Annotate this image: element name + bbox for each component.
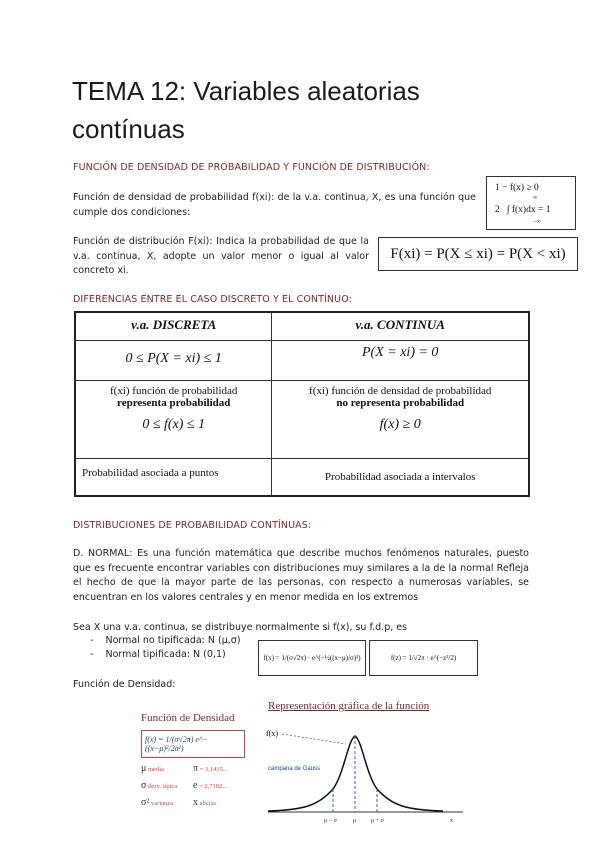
conditions-box	[486, 176, 576, 230]
discrete-function-cell	[75, 380, 272, 458]
comparison-table	[74, 311, 530, 497]
header-continuous: v.a. CONTINUA	[272, 312, 529, 340]
formula-typ-box: f(z) = 1/√2π · e^(−z²/2)	[369, 640, 478, 676]
bullet-nontyp: - Normal no tipificada: N (μ,σ)	[90, 635, 241, 646]
legend-formula: f(x) = 1/(σ√2π) e^−((x−μ)²/2σ²)	[141, 730, 245, 758]
integral-upper: ∞	[533, 195, 538, 201]
gauss-plot	[258, 714, 468, 826]
page-title: TEMA 12: Variables aleatorias contínuas	[72, 76, 420, 144]
discrete-represents: representa probabilidad	[117, 396, 231, 409]
condition-1-number: 1	[495, 183, 500, 193]
header-discrete: v.a. DISCRETA	[75, 312, 272, 340]
section-heading-continuous: DISTRIBUCIONES DE PROBABILIDAD CONTÍNUAS:	[73, 520, 312, 531]
tick-mu: μ	[353, 818, 357, 824]
integral-lower: −∞	[533, 219, 541, 225]
condition-1: − f(x) ≥ 0	[502, 183, 539, 193]
bullet-nontyp-text: Normal no tipificada: N (μ,σ)	[105, 635, 241, 646]
condition-2: ∫ f(x)dx = 1	[506, 205, 551, 215]
distribution-formula: F(xi) = P(X ≤ xi) = P(X < xi)	[378, 237, 578, 271]
normal-types-list	[90, 634, 241, 662]
curve-label: campana de Gauss	[268, 766, 321, 772]
continuous-not-represents: no representa probabilidad	[336, 396, 465, 409]
legend-sigma: σ desv. típica	[141, 780, 178, 791]
legend-e: e = 2,7182...	[193, 780, 228, 791]
legend-x: x abcisa	[193, 797, 216, 808]
continuous-fx-range: f(x) ≥ 0	[379, 416, 421, 432]
continuous-function-label: f(xi) función de densidad de probabilidad	[309, 384, 492, 397]
distribution-definition: Función de distribución F(xi): Indica la probabilidad de que la v.a. continua, X, adopte un valor menor o igual al valor concreto xi.	[73, 236, 369, 276]
fx-label: f(x)	[266, 729, 278, 738]
formula-nontyp-box: f(x) = 1/(σ√2π) · e^(−½((x−μ)/σ)²)	[258, 640, 366, 676]
density-label: Función de Densidad:	[73, 679, 176, 690]
density-definition: Función de densidad de probabilidad f(xi): de la v.a. continua, X, es una función que cumple dos condiciones:	[73, 192, 476, 218]
section-heading-differences: DIFERENCIAS ENTRE EL CASO DISCRETO Y EL CONTÍNUO:	[73, 294, 352, 305]
discrete-probability-range: 0 ≤ P(X = xi) ≤ 1	[75, 340, 272, 380]
plot-title: Representación gráfica de la función	[268, 700, 430, 712]
legend-title: Función de Densidad	[141, 712, 235, 724]
section-heading-density: FUNCIÓN DE DENSIDAD DE PROBABILIDAD Y FUNCIÓN DE DISTRIBUCIÓN:	[73, 162, 430, 173]
legend-symbols	[141, 763, 245, 808]
normal-definition: Sea X una v.a. continua, se distribuye normalmente si f(x), su f.d.p, es	[73, 622, 408, 633]
legend-pi: π = 3,1415...	[193, 763, 228, 774]
tick-minus-sigma: μ − σ	[324, 818, 337, 824]
discrete-function-label: f(xi) función de probabilidad	[110, 384, 238, 397]
discrete-points: Probabilidad asociada a puntos	[75, 458, 272, 496]
legend-mu: μ media	[141, 763, 164, 774]
bullet-typ-text: Normal tipificada: N (0,1)	[105, 649, 226, 660]
legend-sigma2: σ² varianza	[141, 797, 174, 808]
tick-x: x	[450, 818, 453, 824]
normal-description: D. NORMAL: Es una función matemática que describe muchos fenómenos naturales, puesto que es frecuente encontrar variables con distribuciones muy similares a la de la normal Refleja el hecho de que la mayor parte de las personas, con respecto a numerosas variables, se encuentran en los valores centrales y en menor medida en los extremos	[73, 548, 529, 603]
continuous-point-probability: P(X = xi) = 0	[272, 340, 529, 380]
condition-2-number: 2	[495, 205, 500, 215]
tick-plus-sigma: μ + σ	[371, 818, 384, 824]
discrete-fx-range: 0 ≤ f(x) ≤ 1	[142, 416, 206, 432]
continuous-intervals: Probabilidad asociada a intervalos	[272, 458, 529, 496]
continuous-function-cell	[272, 380, 529, 458]
fx-pointer	[282, 734, 346, 744]
density-graph-legend	[141, 712, 245, 808]
bullet-typ: - Normal tipificada: N (0,1)	[90, 649, 226, 660]
